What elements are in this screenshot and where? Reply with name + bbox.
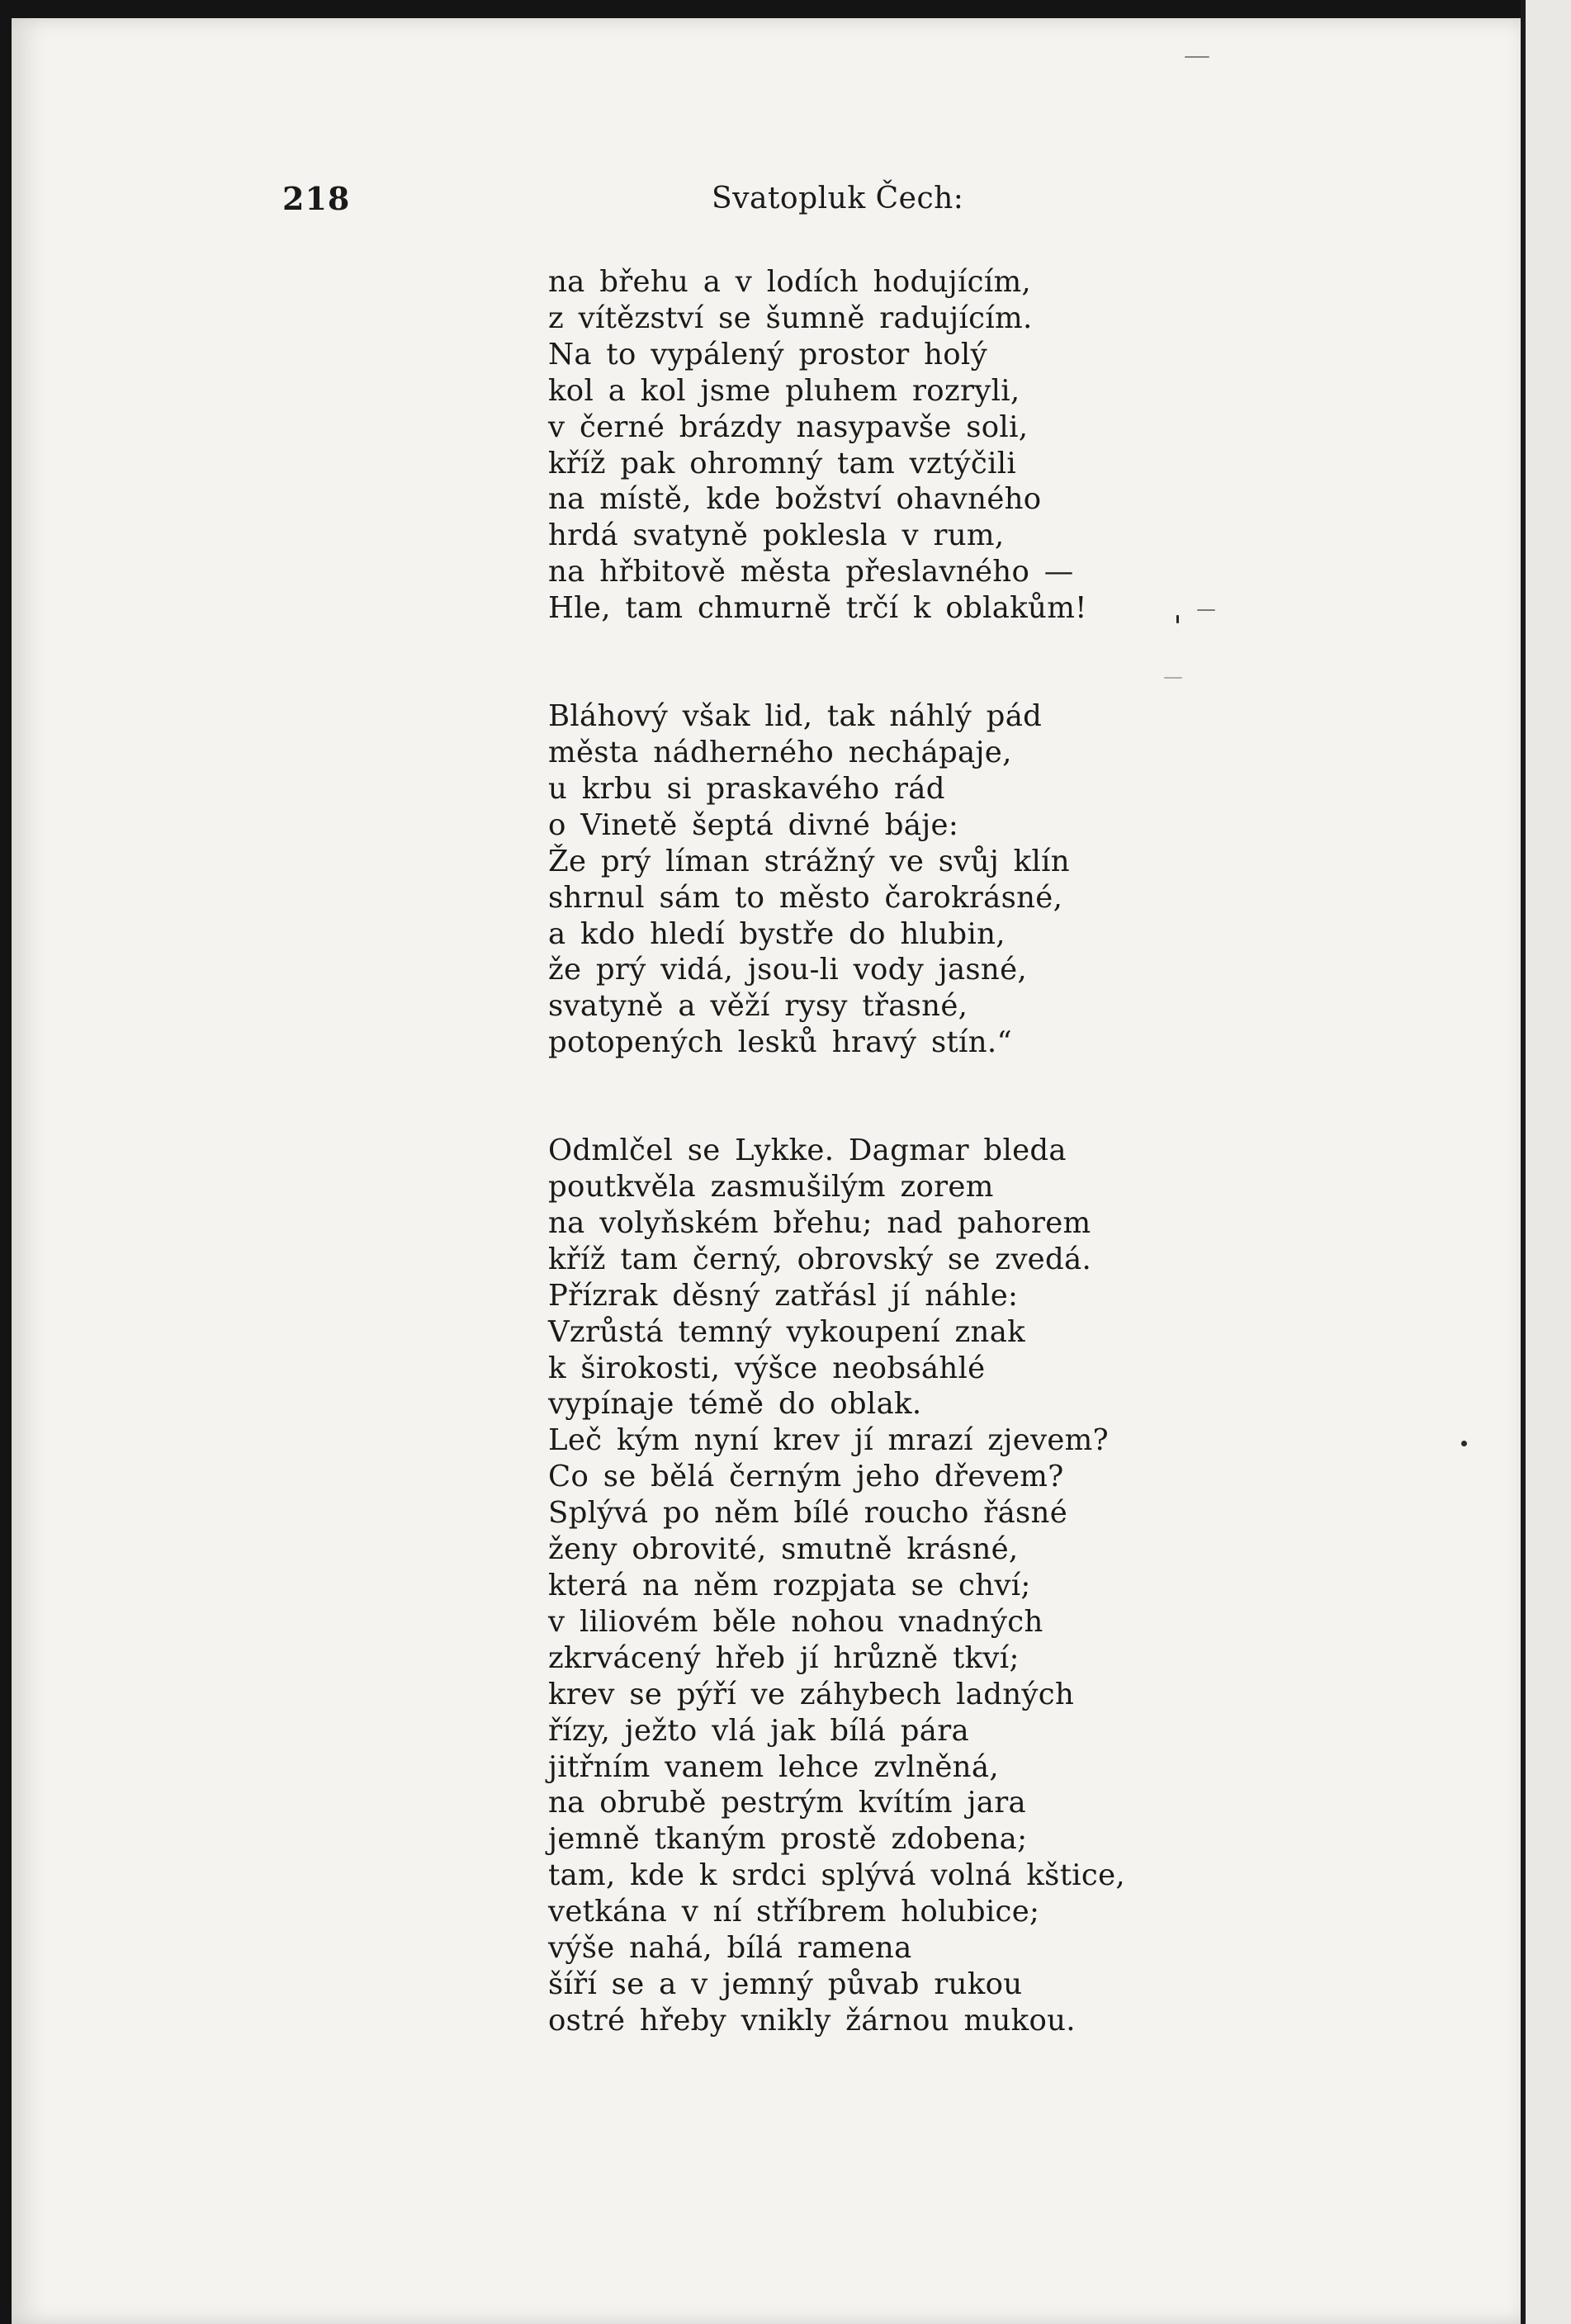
verse-line: na hřbitově města přeslavného — [548, 555, 1074, 589]
verse-line: že prý vidá, jsou-li vody jasné, [548, 953, 1027, 987]
verse-line: na břehu a v lodích hodujícím, [548, 265, 1032, 299]
verse-line: u krbu si praskavého rád [548, 771, 945, 806]
verse-line: tam, kde k srdci splývá volná kštice, [548, 1858, 1125, 1893]
verse-line: vypínaje témě do oblak. [548, 1387, 922, 1422]
verse-line: svatyně a věží rysy třasné, [548, 989, 968, 1024]
verse-line: ostré hřeby vnikly žárnou mukou. [548, 2003, 1076, 2038]
verse-line: vetkána v ní stříbrem holubice; [548, 1895, 1040, 1929]
verse-line: v liliovém běle nohou vnadných [548, 1604, 1043, 1639]
page-header [0, 180, 1571, 230]
scan-speck [1176, 615, 1179, 623]
verse-line: a kdo hledí bystře do hlubin, [548, 916, 1006, 951]
verse-line: na obrubě pestrým kvítím jara [548, 1786, 1026, 1820]
verse-line: Na to vypálený prostor holý [548, 337, 987, 372]
verse-line: výše nahá, bílá ramena [548, 1931, 912, 1966]
verse-line: města nádherného nechápaje, [548, 735, 1012, 769]
verse-line: Hle, tam chmurně trčí k oblakům! [548, 591, 1087, 626]
verse-line: řízy, ježto vlá jak bílá pára [548, 1713, 970, 1748]
verse-line: Co se bělá černým jeho dřevem? [548, 1460, 1064, 1494]
verse-line: Odmlčel se Lykke. Dagmar bleda [548, 1134, 1067, 1168]
verse-line: kříž pak ohromný tam vztýčili [548, 446, 1017, 480]
verse-line: hrdá svatyně poklesla v rum, [548, 518, 1005, 553]
verse-line: na volyňském břehu; nad pahorem [548, 1205, 1091, 1240]
page-number: 218 [282, 180, 351, 217]
scan-speck [1197, 609, 1215, 611]
verse-line: ženy obrovité, smutně krásné, [548, 1532, 1019, 1567]
verse-line: Splývá po něm bílé roucho řásné [548, 1496, 1068, 1531]
verse-line: jitřním vanem lehce zvlněná, [548, 1749, 999, 1784]
verse-line: kol a kol jsme pluhem rozryli, [548, 373, 1020, 408]
verse-line: jemně tkaným prostě zdobena; [548, 1822, 1028, 1857]
stanza-3 [548, 1133, 1481, 2039]
verse-line: Bláhový však lid, tak náhlý pád [548, 699, 1043, 734]
verse-line: shrnul sám to město čarokrásné, [548, 880, 1063, 915]
verse-line: o Vinetě šeptá divné báje: [548, 807, 959, 842]
verse-line: potopených lesků hravý stín.“ [548, 1025, 1012, 1060]
scan-speck [1185, 56, 1209, 58]
verse-line: krev se pýří ve záhybech ladných [548, 1677, 1075, 1711]
stanza-1 [548, 264, 1481, 627]
verse-line: poutkvěla zasmušilým zorem [548, 1170, 994, 1205]
verse-line: na místě, kde božství ohavného [548, 482, 1042, 517]
verse-line: Vzrůstá temný vykoupení znak [548, 1314, 1025, 1349]
poem-text [548, 264, 1481, 2039]
scan-speck [1461, 1441, 1467, 1446]
stanza-2 [548, 698, 1481, 1061]
verse-line: kříž tam černý, obrovský se zvedá. [548, 1242, 1092, 1276]
page-edge [1521, 0, 1571, 2324]
verse-line: Že prý líman strážný ve svůj klín [548, 844, 1070, 878]
verse-line: zkrvácený hřeb jí hrůzně tkví; [548, 1640, 1020, 1675]
verse-line: Přízrak děsný zatřásl jí náhle: [548, 1278, 1019, 1313]
running-head: Svatopluk Čech: [712, 182, 964, 215]
verse-line: v černé brázdy nasypavše soli, [548, 409, 1029, 444]
scan-speck [1164, 677, 1182, 679]
verse-line: šíří se a v jemný půvab rukou [548, 1967, 1023, 2001]
verse-line: k širokosti, výšce neobsáhlé [548, 1351, 986, 1385]
verse-line: z vítězství se šumně radujícím. [548, 301, 1033, 335]
verse-line: Leč kým nyní krev jí mrazí zjevem? [548, 1423, 1109, 1458]
verse-line: která na něm rozpjata se chví; [548, 1569, 1031, 1602]
